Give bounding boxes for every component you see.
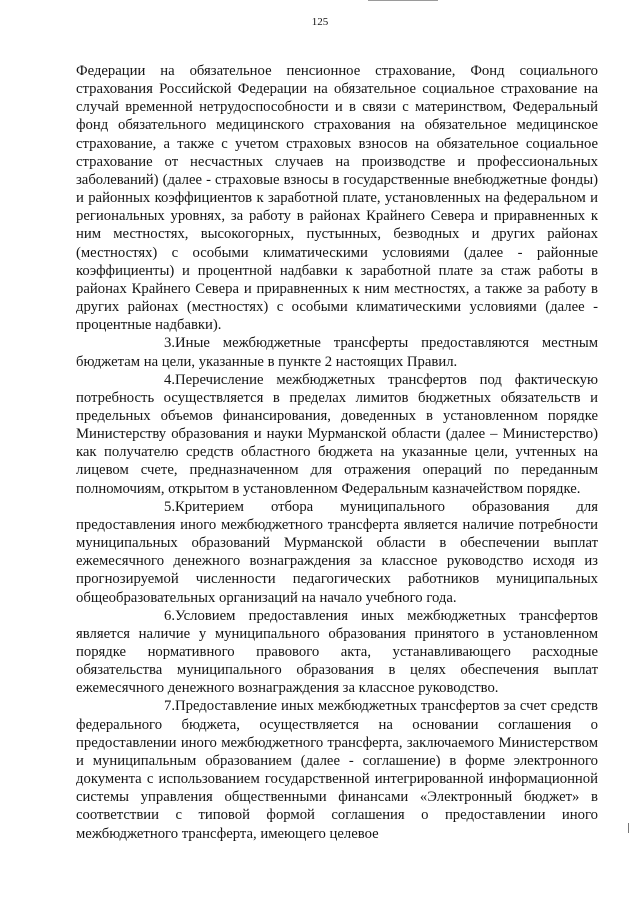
- paragraph-text: Предоставление иных межбюджетных трансфертов за счет средств федерального бюджета, осуществляется на основании соглашения о предоставлении иного межбюджетного трансферта, заключаемого Министерством и муниципальным образованием (далее - соглашение) в форме электронного документа с использованием государственной интегрированной информационной системы управления общественными финансами «Электронный бюджет» в соответствии с типовой формой соглашения о предоставлении иного межбюджетного трансферта, имеющего целевое: [76, 698, 598, 842]
- top-edge-rule: [368, 0, 438, 1]
- paragraph-text: Критерием отбора муниципального образования для предоставления иного межбюджетного трансферта является наличие потребности муниципальных образований Мурманской области в обеспечении выплат ежемесячного денежного вознаграждения за классное руководство исходя из прогнозируемой численности педагогических работников муниципальных общеобразовательных организаций на начало учебного года.: [76, 498, 598, 606]
- scan-margin-mark: [628, 823, 629, 833]
- paragraph-number: 5.: [164, 498, 176, 515]
- paragraph-item-7: [76, 697, 598, 842]
- paragraph-number: 6.: [164, 607, 176, 624]
- paragraph-text: Федерации на обязательное пенсионное страхование, Фонд социального страхования Российской Федерации на обязательное социальное страхование на случай временной нетрудоспособности и в связи с материнством, Федеральный фонд обязательного медицинского страхования на обязательное медицинское страхование, а также с учетом страховых взносов на обязательное социальное страхование от несчастных случаев на производстве и профессиональных заболеваний) (далее - страховые взносы в государственные внебюджетные фонды) и районных коэффициентов к заработной плате, установленных на федеральном и региональных уровнях, за работу в районах Крайнего Севера и приравненных к ним местностях, высокогорных, пустынных, безводных и других районах (местностях) с особыми климатическими условиями (далее - районные коэффициенты) и процентной надбавки к заработной плате за стаж работы в районах Крайнего Севера и приравненных к ним местностях, а также за работу в других районах (местностях) с особыми климатическими условиями (далее - процентные надбавки).: [76, 63, 598, 334]
- paragraph-item-4: [76, 371, 598, 498]
- paragraph-text: Условием предоставления иных межбюджетных трансфертов является наличие у муниципального образования принятого в установленном порядке нормативного правового акта, устанавливающего расходные обязательства муниципального образования в целях обеспечения выплат ежемесячного денежного вознаграждения за классное руководство.: [76, 607, 598, 697]
- paragraph-item-3: [76, 334, 598, 370]
- paragraph-text: Иные межбюджетные трансферты предоставляются местным бюджетам на цели, указанные в пункте 2 настоящих Правил.: [76, 335, 598, 370]
- paragraph-number: 7.: [164, 698, 176, 715]
- paragraph-text: Перечисление межбюджетных трансфертов под фактическую потребность осуществляется в пределах лимитов бюджетных обязательств и предельных объемов финансирования, доведенных в установленном порядке Министерству образования и науки Мурманской области (далее – Министерство) как получателю средств областного бюджета на указанные цели, учтенных на лицевом счете, предназначенном для отражения операций по переданным полномочиям, открытом в установленном Федеральным казначейством порядке.: [76, 371, 598, 497]
- paragraph-number: 3.: [164, 335, 176, 352]
- paragraph-number: 4.: [164, 371, 176, 388]
- page-number: 125: [311, 16, 329, 28]
- paragraph-continuation: [76, 62, 598, 334]
- paragraph-item-5: [76, 498, 598, 607]
- document-body: [76, 62, 598, 843]
- paragraph-item-6: [76, 607, 598, 698]
